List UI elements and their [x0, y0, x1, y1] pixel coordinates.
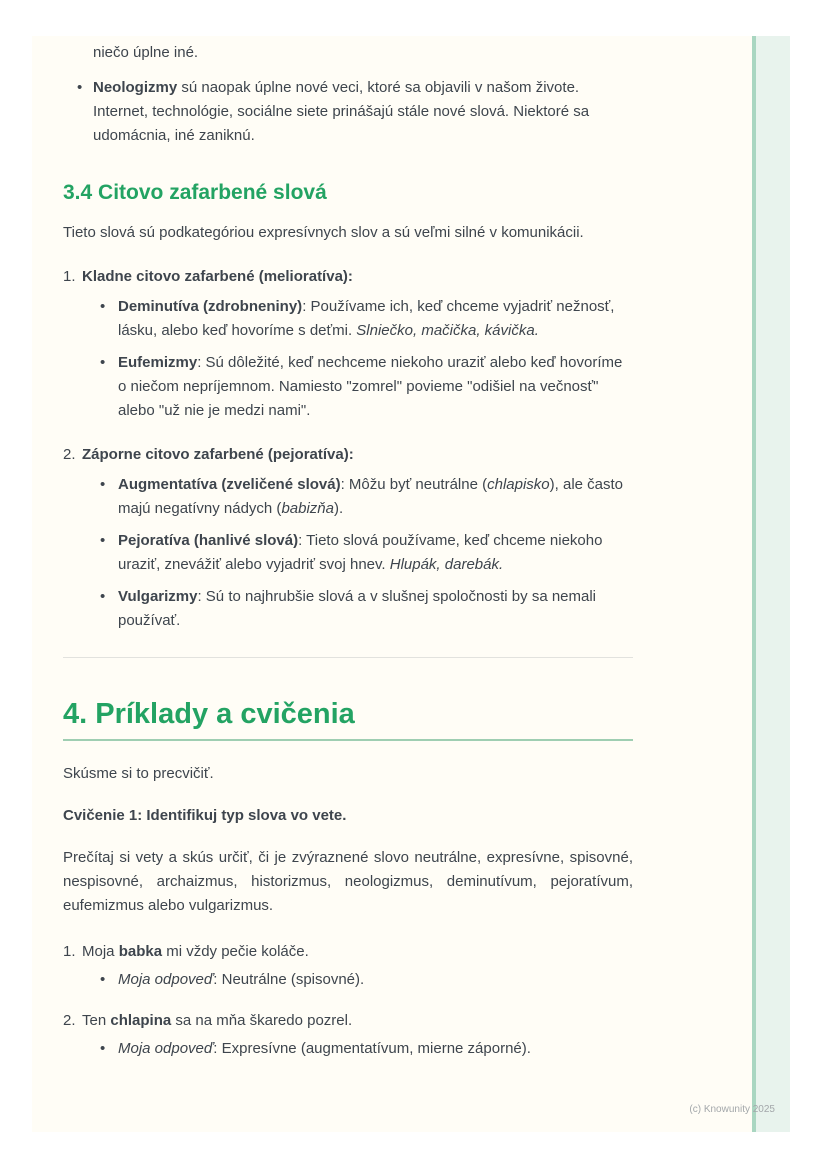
item-body: [82, 265, 633, 423]
example-2-answers: [82, 1037, 633, 1061]
example-2: [63, 1009, 633, 1061]
bullet-eufemizmy: • Eufemizmy: Sú dôležité, keď nechceme niekoho uraziť alebo keď hovoríme o niečom nepríjemnom. Namiesto "zomrel" povieme "odišiel na večnosť" alebo "už nie je medzi nami".: [118, 351, 633, 423]
pejoratives-bullets: [82, 473, 633, 633]
exercise-1-instructions: Prečítaj si vety a skús určiť, či je zvýraznené slovo neutrálne, expresívne, spisovné, nespisovné, archaizmus, historizmus, neologizmus, deminutívum, pejoratívum, eufemizmus alebo vulgarizmus.: [63, 849, 633, 914]
emotive-words-list: [63, 265, 633, 633]
page-content: [63, 36, 633, 1061]
section-3-4-lead: Tieto slová sú podkategóriou expresívnych slov a sú veľmi silné v komunikácii.: [63, 224, 584, 241]
green-margin-band: [752, 36, 790, 1132]
melioratives-label: Kladne citovo zafarbené (melioratíva):: [82, 268, 353, 285]
copyright-footer: (c) Knowunity 2025: [689, 1104, 775, 1115]
neologizmy-bullet-list: [63, 76, 633, 148]
pejoratives-item: [63, 443, 633, 633]
section-4-lead: Skúsme si to precvičiť.: [63, 765, 214, 782]
document-page: [32, 36, 790, 1132]
example-2-sentence: Ten chlapina sa na mňa škaredo pozrel.: [82, 1012, 353, 1029]
melioratives-bullets: [82, 295, 633, 423]
section-4-heading: 4. Príklady a cvičenia: [63, 696, 633, 741]
melioratives-item: [63, 265, 633, 423]
continuation-text: niečo úplne iné.: [93, 44, 199, 61]
bullet-pejorativa: • Pejoratíva (hanlivé slová): Tieto slová používame, keď chceme niekoho uraziť, znevážiť alebo vyjadriť svoj hnev. Hlupák, darebák.: [118, 529, 633, 577]
section-3-4-heading: 3.4 Citovo zafarbené slová: [63, 181, 327, 204]
item-number: 2.: [63, 1012, 76, 1029]
item-number: 1.: [63, 943, 76, 960]
item-number: 2.: [63, 446, 76, 463]
item-body: [82, 443, 633, 633]
section-divider: [63, 657, 633, 658]
bullet-vulgarizmy: • Vulgarizmy: Sú to najhrubšie slová a v slušnej spoločnosti by sa nemali používať.: [118, 585, 633, 633]
neologizmy-item: • Neologizmy sú naopak úplne nové veci, ktoré sa objavili v našom živote. Internet, technológie, sociálne siete prinášajú stále nové slová. Niektoré sa udomácnia, iné zaniknú.: [93, 76, 633, 148]
exercise-1-title: Cvičenie 1: Identifikuj typ slova vo vete.: [63, 807, 347, 824]
example-1: [63, 940, 633, 992]
example-2-answer: • Moja odpoveď: Expresívne (augmentatívum, mierne záporné).: [118, 1037, 633, 1061]
example-1-sentence: Moja babka mi vždy pečie koláče.: [82, 943, 309, 960]
pejoratives-label: Záporne citovo zafarbené (pejoratíva):: [82, 446, 354, 463]
bullet-augmentativa: • Augmentatíva (zveličené slová): Môžu byť neutrálne (chlapisko), ale často majú negatívny nádych (babizňa).: [118, 473, 633, 521]
item-number: 1.: [63, 268, 76, 285]
bullet-deminutiva: • Deminutíva (zdrobneniny): Používame ich, keď chceme vyjadriť nežnosť, lásku, alebo keď hovoríme s deťmi. Slniečko, mačička, kávička.: [118, 295, 633, 343]
item-body: [82, 940, 633, 992]
item-body: [82, 1009, 633, 1061]
examples-list: [63, 940, 633, 1061]
example-1-answers: [82, 968, 633, 992]
example-1-answer: • Moja odpoveď: Neutrálne (spisovné).: [118, 968, 633, 992]
